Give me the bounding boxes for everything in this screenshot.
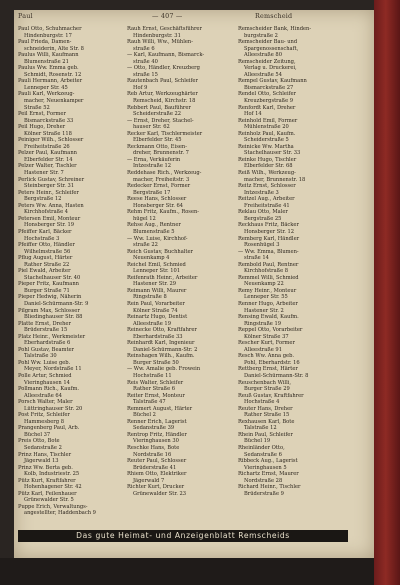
directory-entry-line: Alleestraße 19	[133, 320, 171, 327]
directory-entry-line: Blumenstraße 5	[133, 228, 175, 235]
directory-entry-line: Reinhold Emil, Former	[238, 117, 298, 124]
directory-entry-line: Reuter Hans, Dreher	[238, 405, 293, 412]
directory-entry-line: Pollmann Rich., Kaufm.	[18, 386, 80, 393]
directory-entry-line: Recker Karl, Tischlermeister	[127, 130, 203, 137]
directory-entry-line: Freiheitstraße 26	[24, 143, 70, 150]
directory-entry-line: Hof 9	[133, 84, 148, 91]
directory-entry-line: Rempel Gustav, Kaufmann	[238, 78, 307, 85]
directory-entry-line: Rauh Ernst, Geschäftsführer	[127, 26, 202, 32]
directory-entry-line: Rather Straße 6	[133, 386, 176, 393]
directory-entry-line: Rather Straße 22	[24, 261, 70, 268]
directory-entry-line: Sedanstraße 39	[133, 425, 175, 432]
directory-entry-line: Rembold Paul, Rentner	[238, 261, 299, 268]
directory-entry-line: Reiter Ernst, Monteur	[127, 392, 185, 399]
directory-entry-line: straße 14	[244, 255, 269, 262]
directory-entry-line: — Ww. Amalie geb. Frowein	[127, 366, 201, 373]
directory-entry-line: Sedanstraße 6	[244, 451, 282, 458]
directory-entry-line: Redecker Ernst, Former	[127, 183, 191, 190]
directory-entry-line: — Ww. Luise, Kirchhof-	[127, 235, 188, 242]
directory-entry-line: Reinholz Paul, Kaufm.	[238, 130, 296, 137]
directory-entry-line: Hochstraße 4	[244, 399, 280, 406]
directory-entry-line: Richter Kurt, Drucker	[127, 484, 185, 491]
directory-entry-line: Mühlenstraße 20	[244, 124, 289, 131]
directory-entry-line: Remmert August, Härter	[127, 405, 193, 412]
directory-entry-line: Honsberger Str. 64	[133, 202, 184, 209]
directory-entry-line: Daniel-Schürmann-Str. 2	[133, 346, 198, 353]
directory-entry-line: Bergstraße 25	[244, 215, 282, 222]
directory-entry-line: Alleestraße 91	[244, 346, 282, 353]
directory-entry-line: Pohl Gustav, Beamter	[18, 346, 75, 353]
directory-entry-line: Lenneper Str. 45	[24, 84, 68, 91]
directory-entry-line: Paul Otto, Schuhmacher	[18, 26, 82, 32]
directory-entry-line: Remberg Karl, Händler	[238, 235, 300, 242]
directory-entry-line: Nordstraße 28	[244, 477, 283, 484]
directory-entry-line: Renner Hugo, Arbeiter	[238, 300, 298, 307]
directory-entry-line: — Erna, Verkäuferin	[127, 156, 181, 163]
directory-entry-line: Renner Erich, Lagerist	[127, 418, 187, 425]
directory-entry-line: Meyer, Nordstraße 11	[24, 366, 82, 373]
directory-column-2	[127, 26, 231, 526]
directory-entry-line: Daniel-Schürmann-Str. 8	[244, 372, 309, 379]
directory-entry-line: Rautenbach Paul, Schleifer	[127, 78, 198, 85]
directory-entry-line: Talstraße 12	[244, 425, 277, 432]
directory-entry-line: Polle Artur, Schmied	[18, 372, 72, 379]
directory-entry-line: Hochstraße 3	[24, 235, 60, 242]
directory-entry-line: Straße 52	[24, 104, 50, 111]
directory-entry-line: Talstraße 30	[24, 353, 57, 360]
directory-entry-line: Rehse Aug., Rentner	[127, 222, 181, 229]
directory-entry-line: Brüderstraße 41	[133, 464, 177, 471]
directory-entry-line: Pauli Karl, Werkzeug-	[18, 91, 75, 98]
directory-entry-line: Hastener Str. 7	[24, 170, 64, 177]
directory-entry-line: Pilgram Max, Schlosser	[18, 307, 80, 314]
directory-entry-line: Eberhardstraße 33	[133, 333, 183, 340]
directory-entry-line: Vieringhausen 30	[133, 438, 179, 445]
directory-entry-line: straße 6	[133, 45, 155, 52]
directory-entry-line: Porsch Walter, Maler	[18, 399, 73, 406]
directory-entry-line: Intzestraße 3	[244, 189, 279, 196]
directory-entry-line: Bismarckstraße 33	[24, 117, 74, 124]
directory-entry-line: — Ernst, Dreher, Stachel-	[127, 117, 194, 124]
directory-entry-line: Pütz Karl, Feilenhauer	[18, 490, 77, 497]
directory-entry-line: Sedanstraße 2	[24, 445, 62, 451]
directory-entry-line: Burger Straße 29	[244, 386, 290, 393]
directory-entry-line: Bergstraße 17	[133, 189, 171, 196]
directory-entry-line: Verlag u. Druckerei,	[244, 65, 297, 72]
directory-entry-line: Rexhausen Karl, Bote	[238, 418, 295, 425]
directory-entry-line: Rettberg Ernst, Härter	[238, 366, 298, 373]
directory-entry-line: Petersen Emil, Monteur	[18, 215, 81, 222]
directory-entry-line: Reinshagen Wilh., Kaufm.	[127, 353, 195, 360]
directory-entry-line: Alleestraße 80	[244, 52, 282, 59]
directory-entry-line: Stachelhauser Str. 40	[24, 274, 81, 281]
directory-entry-line: Bergstraße 12	[24, 196, 62, 203]
directory-entry-line: dreher, Brunnenstr. 7	[133, 150, 189, 157]
directory-entry-line: Reuter Paul, Schlosser	[127, 458, 187, 465]
directory-entry-line: Reitzel Aug., Arbeiter	[238, 196, 295, 203]
directory-entry-line: Blumenstraße 21	[24, 58, 69, 65]
directory-entry-line: Hohenhagener Str. 42	[24, 484, 82, 491]
directory-entry-line: Reinartz Hugo, Dentist	[127, 314, 188, 321]
directory-entry-line: Büchel 37	[24, 431, 51, 438]
directory-entry-line: Paulus Ww. Emma geb.	[18, 65, 79, 72]
directory-entry-line: Intzestraße 12	[133, 163, 172, 170]
directory-entry-line: Pelzer Walter, Tischler	[18, 163, 77, 170]
directory-entry-line: Eberhardstraße 6	[24, 340, 71, 347]
directory-entry-line: Ringstraße 19	[244, 320, 281, 327]
directory-entry-line: Prinz Hans, Tischler	[18, 451, 72, 458]
directory-entry-line: Lenneper Str. 55	[244, 294, 288, 301]
directory-entry-line: Reich Gustav, Buchhalter	[127, 248, 193, 255]
directory-entry-line: Peil Hugo, Dreher	[18, 124, 66, 131]
directory-entry-line: Kölner Straße 37	[244, 333, 289, 340]
directory-entry-line: Honsberger Str. 19	[24, 222, 75, 229]
directory-entry-line: angestellter, Haddenbach 9	[24, 510, 96, 517]
directory-entry-line: Rendel Otto, Schleifer	[238, 91, 296, 98]
directory-entry-line: Rather Straße 15	[244, 412, 290, 419]
directory-entry-line: Grünewalder Str. 23	[133, 490, 187, 497]
directory-entry-line: Rhein Paul, Schleifer	[238, 431, 293, 438]
directory-entry-line: Schmidt, Rosenstr. 12	[24, 71, 82, 78]
directory-entry-line: Kreuzbergstraße 9	[244, 98, 294, 105]
directory-entry-line: Pauli Hermann, Arbeiter	[18, 78, 83, 85]
directory-entry-line: Platz Heinr., Werkmeister	[18, 333, 86, 340]
directory-entry-line: Preis Otto, Bote	[18, 438, 60, 445]
directory-entry-line: Alleestraße 64	[24, 392, 62, 399]
directory-entry-line: Vieringhausen 14	[24, 379, 70, 386]
directory-entry-line: straße 22	[133, 242, 158, 249]
directory-entry-line: Platte Ernst, Dreher	[18, 320, 71, 327]
directory-entry-line: Büchel 2	[133, 412, 156, 419]
directory-entry-line: Elberfelder Str. 14	[24, 156, 73, 163]
directory-entry-line: Grünewalder Str. 5	[24, 497, 74, 504]
directory-entry-line: Hof 14	[244, 111, 262, 118]
directory-entry-line: Pflug August, Härter	[18, 255, 73, 262]
directory-entry-line: Spargenossenschaft,	[244, 45, 299, 52]
directory-entry-line: Paul Frieda, Damen-	[18, 39, 72, 46]
directory-entry-line: Reese Hans, Schlosser	[127, 196, 187, 203]
directory-entry-line: Brüderstraße 9	[244, 490, 284, 497]
directory-entry-line: hauser Str. 62	[133, 124, 170, 131]
directory-entry-line: burgstraße 2	[244, 32, 278, 39]
directory-entry-line: Peters Ww. Anna, Hasten	[18, 202, 84, 209]
directory-column-1	[18, 26, 122, 526]
directory-entry-line: Bismarckstraße 27	[244, 84, 294, 91]
directory-entry-line: Resch Ww. Anna geb.	[238, 353, 295, 360]
directory-entry-line: straße 40	[133, 58, 158, 65]
directory-entry-line: Hindenburgstr. 17	[24, 32, 72, 39]
directory-entry-line: Nordstraße 16	[133, 451, 172, 458]
directory-entry-line: Reb Artur, Werkzeughärter	[127, 91, 198, 98]
directory-entry-line: macher, Neuenkamper	[24, 98, 84, 105]
directory-entry-line: — Ww. Emma, Blumen-	[238, 248, 299, 255]
directory-entry-line: Brüderstraße 15	[24, 327, 68, 334]
directory-entry-line: Remscheider Bau- und	[238, 39, 298, 46]
directory-entry-line: Büchel 19	[244, 438, 271, 445]
directory-entry-line: Jägerwald 7	[133, 477, 165, 484]
directory-entry-line: Ribbeck Aug., Lagerist	[238, 458, 298, 465]
directory-entry-line: Jägerwald 13	[24, 458, 59, 465]
directory-entry-line: Talstraße 47	[133, 399, 166, 406]
directory-entry-line: Rhiem Otto, Elektriker	[127, 471, 187, 478]
directory-entry-line: Reiß Wilh., Werkzeug-	[238, 170, 296, 177]
directory-entry-line: Remscheid, Kirchstr. 18	[133, 98, 196, 105]
directory-entry-line: Rensing Ewald, Kaufm.	[238, 314, 299, 321]
directory-entry-line: Pieper Hedwig, Näherin	[18, 294, 82, 301]
directory-entry-line: Reppel Otto, Vorarbeiter	[238, 327, 303, 334]
directory-entry-line: Remscheider Zeitung,	[238, 58, 296, 65]
directory-entry-line: Richard Heinr., Tischler	[238, 484, 301, 491]
directory-entry-line: Kolb, Industriestr. 25	[24, 471, 80, 478]
directory-entry-line: Neuenkamp 4	[133, 255, 170, 262]
directory-entry-line: Peters Heinr., Schleifer	[18, 189, 79, 196]
directory-entry-line: Pütz Kurt, Kraftfahrer	[18, 477, 76, 484]
directory-entry-line: Daniel-Schürmann-Str. 9	[24, 300, 89, 307]
directory-entry-line: Bliedinghauser Str. 88	[24, 314, 83, 321]
directory-entry-line: Reinhardt Karl, Ingenieur	[127, 340, 195, 347]
page-bottom-edge	[0, 558, 374, 585]
header-right: Remscheid	[255, 12, 293, 20]
directory-entry-line: Rescher Kurt, Former	[238, 340, 295, 347]
directory-entry-line: Lüttringhauser Str. 20	[24, 405, 83, 412]
directory-entry-line: Remscheider Bank, Hinden-	[238, 26, 312, 32]
directory-entry-line: Stachelhauser Str. 33	[244, 150, 301, 157]
directory-entry-line: Vieringhausen 5	[244, 464, 287, 471]
directory-entry-line: Reckhaus Fritz, Bäcker	[238, 222, 299, 229]
directory-entry-line: Steinberger Str. 31	[24, 183, 75, 190]
directory-entry-line: Renfordt Karl, Dreher	[238, 104, 296, 111]
directory-entry-line: Reinecke Otto, Kraftfahrer	[127, 327, 197, 334]
directory-entry-line: Rosenhügel 3	[244, 242, 280, 249]
directory-entry-line: Scheiderstraße 22	[133, 111, 182, 118]
directory-entry-line: Pelzer Paul, Kaufmann	[18, 150, 77, 157]
directory-entry-line: macher, Freiheitstr. 3	[133, 176, 190, 183]
directory-entry-line: Kirchhofstraße 8	[244, 268, 289, 275]
directory-entry-line: Hochstraße 11	[133, 372, 172, 379]
directory-entry-line: Alleestraße 54	[244, 71, 282, 78]
directory-entry-line: Reschke Hans, Bote	[127, 445, 180, 451]
directory-entry-line: Ringstraße 8	[133, 294, 167, 301]
directory-column-3	[238, 26, 346, 526]
directory-entry-line: Neuenkamp 22	[244, 281, 284, 288]
directory-entry-line: Reifenrath Heinr., Arbeiter	[127, 274, 198, 281]
directory-entry-line: Hastener Str. 2	[244, 307, 284, 314]
directory-entry-line: straße 15	[133, 71, 158, 78]
page-number: — 407 —	[152, 12, 183, 20]
directory-entry-line: Pohl, Eberhardstr. 16	[244, 359, 300, 366]
directory-entry-line: Kirchhofstraße 4	[24, 209, 69, 216]
directory-entry-line: Paulus Willi, Kaufmann	[18, 52, 79, 59]
directory-entry-line: hügel 12	[133, 215, 156, 222]
directory-entry-line: schneiderin, Alte Str. 8	[24, 45, 84, 52]
directory-entry-line: Rehm Fritz, Kaufm., Rosen-	[127, 209, 200, 216]
directory-entry-line: Kölner Straße 118	[24, 130, 72, 137]
directory-entry-line: macher, Brunnenstr. 18	[244, 176, 306, 183]
directory-entry-line: Honsberger Str. 12	[244, 228, 295, 235]
directory-entry-line: Reuß Gustav, Kraftfahrer	[238, 392, 304, 399]
directory-entry-line: Rheinländer Otto,	[238, 445, 285, 451]
directory-entry-line: Reimann Willi, Maurer	[127, 287, 187, 294]
directory-entry-line: Prinz Ww. Berta geb.	[18, 464, 73, 471]
directory-entry-line: Peiniger Wilh., Schlosser	[18, 137, 84, 144]
directory-entry-line: Hammesberg 8	[24, 418, 64, 425]
header-left: Paul	[18, 12, 33, 20]
directory-entry-line: Rauh Willi, Ww., Mühlen-	[127, 39, 193, 46]
directory-entry-line: — Karl, Kaufmann, Bismarck-	[127, 52, 205, 59]
directory-entry-line: Richartz Ernst, Maurer	[238, 471, 299, 478]
directory-entry-line: Hastener Str. 29	[133, 281, 177, 288]
directory-entry-line: Reddehase Rich., Werkzeug-	[127, 170, 202, 177]
directory-entry-line: Scheiderstraße 5	[244, 137, 289, 144]
footer-banner: Das gute Heimat- und Anzeigenblatt Remscheids	[18, 530, 348, 542]
directory-entry-line: Elberfelder Str. 45	[133, 137, 182, 144]
directory-entry-line: Reis Walter, Schleifer	[127, 379, 184, 386]
directory-entry-line: — Otto, Händler, Kreuzberg	[127, 65, 200, 72]
directory-entry-line: Remmel Willi, Schmied	[238, 274, 299, 281]
directory-entry-line: Prangenberg Paul, Arb.	[18, 425, 80, 432]
book-spine	[374, 0, 400, 585]
directory-entry-line: Freiheitstraße 41	[244, 202, 290, 209]
directory-entry-line: Puppe Erich, Verwaltungs-	[18, 503, 88, 510]
directory-entry-line: Rebbert Paul, Bauführer	[127, 104, 191, 111]
directory-entry-line: Wilhelmstraße 56	[24, 248, 71, 255]
directory-entry-line: Reuschenbach Willi,	[238, 379, 291, 386]
directory-entry-line: Burger Straße 50	[133, 359, 179, 366]
directory-entry-line: Rein Paul, Vorarbeiter	[127, 300, 185, 307]
directory-entry-line: Hindenburgstr. 31	[133, 32, 181, 39]
directory-entry-line: Reklau Otto, Maler	[238, 209, 288, 216]
directory-entry-line: Pfeiffer Karl, Bäcker	[18, 228, 72, 235]
directory-entry-line: Pieper Fritz, Kaufmann	[18, 281, 79, 288]
directory-entry-line: Pfeiffer Otto, Händler	[18, 242, 75, 249]
directory-entry-line: Reichel Emil, Schmied	[127, 261, 186, 268]
directory-entry-line: Reinicke Ww. Martha	[238, 143, 294, 150]
directory-entry-line: Reitz Ernst, Schlosser	[238, 183, 296, 190]
directory-entry-line: Reckmann Otto, Eisen-	[127, 143, 187, 150]
directory-entry-line: Remy Heinr., Monteur	[238, 287, 297, 294]
directory-entry-line: Reinke Hugo, Tischler	[238, 156, 297, 163]
directory-entry-line: Burger Straße 71	[24, 287, 70, 294]
directory-entry-line: Post Fritz, Schleifer	[18, 412, 70, 419]
directory-entry-line: Piel Ewald, Arbeiter	[18, 268, 71, 275]
directory-entry-line: Lenneper Str. 101	[133, 268, 181, 275]
directory-entry-line: Rentrop Fritz, Händler	[127, 431, 187, 438]
directory-entry-line: Perlick Gustav, Schreiner	[18, 176, 85, 183]
directory-entry-line: Peil Ernst, Former	[18, 111, 66, 118]
directory-entry-line: Elberfelder Str. 68	[244, 163, 293, 170]
directory-entry-line: Pohl Ww. Luise geb.	[18, 359, 71, 366]
directory-entry-line: Kölner Straße 74	[133, 307, 178, 314]
